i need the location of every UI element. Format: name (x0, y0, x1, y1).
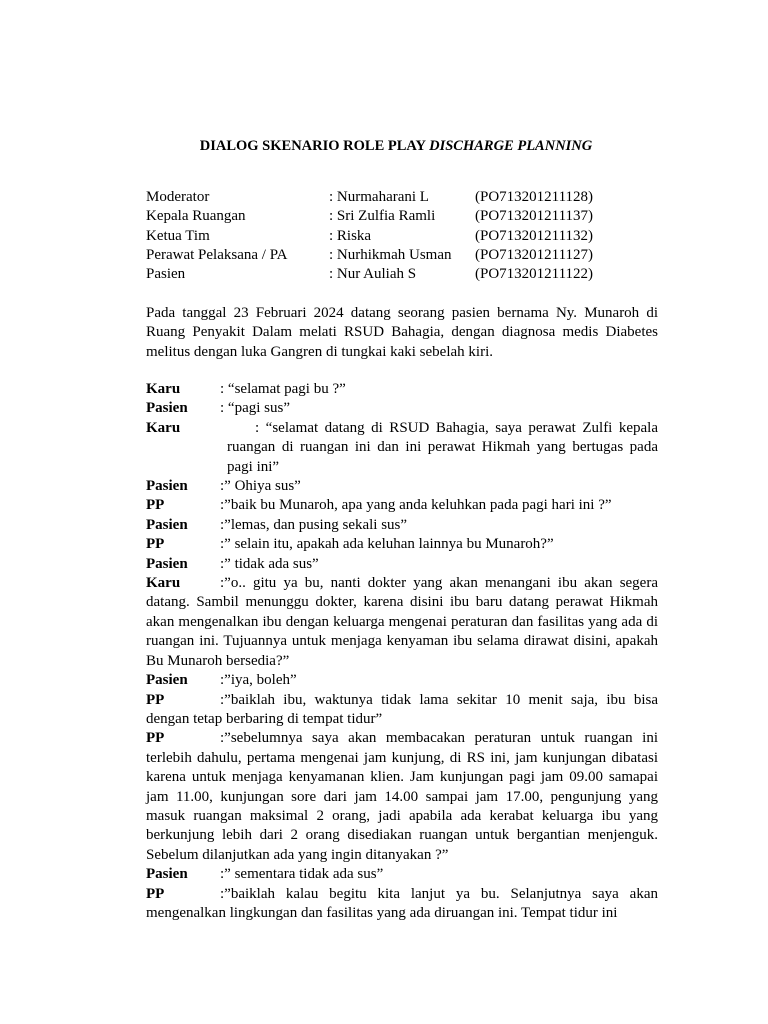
dialog-line (146, 555, 658, 574)
dialog-line (146, 496, 658, 515)
roster-name: : Nur Auliah S (329, 266, 417, 283)
dialog-line (146, 535, 658, 554)
roster-role: Moderator (146, 189, 210, 205)
speaker-label: Pasien (146, 400, 188, 417)
dialog-text: : “selamat pagi bu ?” (220, 381, 346, 397)
dialog-text: :” sementara tidak ada sus” (220, 866, 384, 883)
dialog-line (146, 729, 658, 865)
dialog-line (146, 865, 658, 884)
dialog-line (146, 574, 658, 671)
dialog-text-content: : “selamat datang di RSUD Bahagia, saya perawat Zulfi kepala ruangan di ruangan ini dan ini perawat Hikmah yang bertugas pada pagi ini” (227, 419, 658, 475)
dialog-text: : “pagi sus” (220, 400, 290, 417)
dialog-text: :”sebelumnya saya akan membacakan peraturan untuk ruangan ini terlebih dahulu, pertama mengenai jam kunjung, di RS ini, jam kunjungan dibatasi karena untuk menjaga kenyamanan klien. Jam kunjungan pagi jam 09.00 samapai jam 11.00, kunjungan sore dari jam 14.00 sampai jam 17.00, pengunjung yang masuk ruangan maksimal 2 orang, jadi apabila ada kerabat keluarga ibu yang berkunjung lebih dari 2 orang disediakan ruangan untuk bergantian menjenguk. Sebelum dilanjutkan ada yang ingin ditanyakan ?” (146, 730, 658, 863)
dialog-text: :”lemas, dan pusing sekali sus” (220, 516, 408, 533)
speaker-label: Pasien (146, 555, 188, 572)
roster-name: : Nurhikmah Usman (329, 246, 452, 263)
intro-paragraph: Pada tanggal 23 Februari 2024 datang seorang pasien bernama Ny. Munaroh di Ruang Penyakit Dalam melati RSUD Bahagia, dengan diagnosa medis Diabetes melitus dengan luka Gangren di tungkai kaki sebelah kiri. (146, 305, 658, 360)
dialog-text: :”baik bu Munaroh, apa yang anda keluhkan pada pagi hari ini ?” (220, 497, 612, 514)
dialog-text: :”iya, boleh” (220, 672, 297, 689)
dialog-line (146, 516, 658, 535)
speaker-label: Karu (146, 419, 181, 436)
dialog-script (146, 380, 658, 923)
speaker-label: Pasien (146, 516, 188, 533)
dialog-text: :” Ohiya sus” (220, 478, 301, 495)
speaker-label: Karu (146, 575, 181, 592)
roster-nim: (PO713201211122) (475, 266, 594, 283)
speaker-label: Pasien (146, 672, 188, 689)
dialog-text (146, 419, 658, 477)
dialog-line (146, 419, 658, 477)
speaker-label: PP (146, 885, 165, 902)
speaker-label: Pasien (146, 478, 188, 495)
document-title (0, 137, 768, 156)
title-italic: DISCHARGE PLANNING (429, 138, 593, 154)
speaker-label: PP (146, 730, 165, 747)
dialog-line (146, 477, 658, 496)
speaker-label: PP (146, 691, 165, 708)
roster-name: : Sri Zulfia Ramli (329, 208, 436, 225)
dialog-line (146, 380, 658, 399)
dialog-text: :”baiklah kalau begitu kita lanjut ya bu. Selanjutnya saya akan mengenalkan lingkungan dan fasilitas yang ada diruangan ini. Tempat tidur ini (146, 885, 658, 921)
dialog-line (146, 671, 658, 690)
speaker-label: Karu (146, 381, 181, 397)
roster-name: : Riska (329, 227, 372, 244)
dialog-text: :”baiklah ibu, waktunya tidak lama sekitar 10 menit saja, ibu bisa dengan tetap berbaring di tempat tidur” (146, 691, 658, 727)
title-plain: DIALOG SKENARIO ROLE PLAY (199, 138, 430, 154)
speaker-label: PP (146, 497, 165, 514)
roster-name: : Nurmaharani L (329, 189, 429, 205)
speaker-label: Pasien (146, 866, 188, 883)
dialog-text: :”o.. gitu ya bu, nanti dokter yang akan menangani ibu akan segera datang. Sambil menunggu dokter, karena disini ibu baru datang perawat Hikmah akan mengenalkan ibu dengan keluarga mengenai peraturan dan fasilitas yang ada di ruangan ini. Tujuannya untuk menjaga kenyaman ibu selama dirawat disini, apakah Bu Munaroh bersedia?” (146, 575, 658, 669)
roster-role: Pasien (146, 266, 186, 283)
roster-nim: (PO713201211137) (475, 208, 594, 225)
dialog-line (146, 399, 658, 418)
roster-role: Ketua Tim (146, 227, 210, 244)
roster-role: Perawat Pelaksana / PA (146, 246, 288, 263)
speaker-label: PP (146, 536, 165, 553)
dialog-line (146, 885, 658, 924)
dialog-line (146, 691, 658, 730)
roster-nim: (PO713201211128) (475, 189, 594, 205)
roster-role: Kepala Ruangan (146, 208, 246, 225)
dialog-text: :” tidak ada sus” (220, 555, 319, 572)
roster-nim: (PO713201211132) (475, 227, 594, 244)
roster-nim: (PO713201211127) (475, 246, 594, 263)
dialog-text: :” selain itu, apakah ada keluhan lainnya bu Munaroh?” (220, 536, 554, 553)
